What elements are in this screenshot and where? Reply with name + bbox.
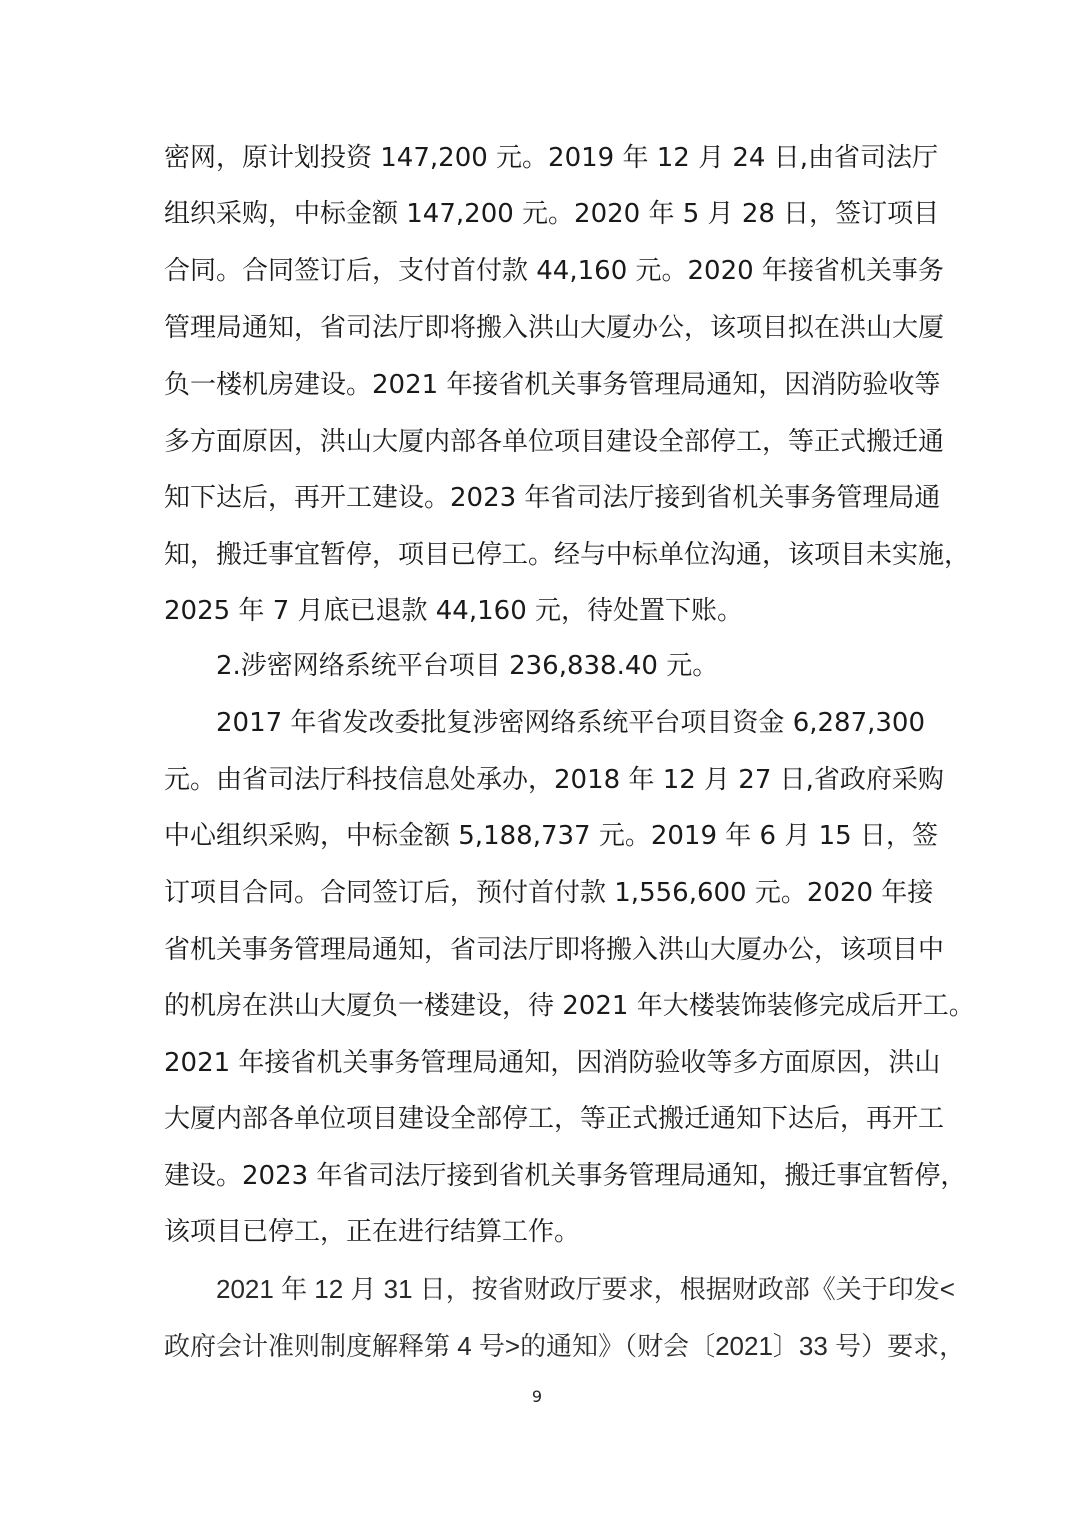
text-line: 组织采购，中标金额 147,200 元。2020 年 5 月 28 日，签订项目 [164, 199, 940, 229]
page-number: 9 [531, 1387, 543, 1406]
text-line: 知下达后，再开工建设。2023 年省司法厅接到省机关事务管理局通 [164, 483, 941, 513]
text-line: 中心组织采购，中标金额 5,188,737 元。2019 年 6 月 15 日，签 [164, 821, 938, 851]
text-line: 2025 年 7 月底已退款 44,160 元，待处置下账。 [164, 596, 744, 626]
text-line: 负一楼机房建设。2021 年接省机关事务管理局通知，因消防验收等 [164, 370, 941, 400]
section-heading: 2.涉密网络系统平台项目 236,838.40 元。 [216, 651, 719, 681]
text-line: 密网，原计划投资 147,200 元。2019 年 12 月 24 日,由省司法厅 [164, 143, 938, 173]
paragraph-first-line: 2017 年省发改委批复涉密网络系统平台项目资金 6,287,300 [216, 708, 926, 738]
text-line: 建设。2023 年省司法厅接到省机关事务管理局通知，搬迁事宜暂停， [164, 1161, 967, 1191]
text-line: 订项目合同。合同签订后，预付首付款 1,556,600 元。2020 年接 [164, 878, 934, 908]
text-line: 管理局通知，省司法厅即将搬入洪山大厦办公，该项目拟在洪山大厦 [164, 313, 945, 343]
text-line: 省机关事务管理局通知，省司法厅即将搬入洪山大厦办公，该项目中 [164, 935, 945, 965]
text-line: 合同。合同签订后，支付首付款 44,160 元。2020 年接省机关事务 [164, 256, 944, 286]
text-line: 元。由省司法厅科技信息处承办，2018 年 12 月 27 日,省政府采购 [164, 765, 944, 795]
text-line: 大厦内部各单位项目建设全部停工，等正式搬迁通知下达后，再开工 [164, 1104, 945, 1134]
text-line: 知，搬迁事宜暂停，项目已停工。经与中标单位沟通，该项目未实施， [164, 540, 971, 570]
text-line: 2021 年接省机关事务管理局通知，因消防验收等多方面原因，洪山 [164, 1048, 941, 1078]
text-line: 该项目已停工，正在进行结算工作。 [164, 1217, 581, 1247]
text-line: 多方面原因，洪山大厦内部各单位项目建设全部停工，等正式搬迁通 [164, 427, 945, 457]
text-line: 的机房在洪山大厦负一楼建设，待 2021 年大楼装饰装修完成后开工。 [164, 991, 975, 1021]
text-line: 政府会计准则制度解释第 4 号>的通知》（财会〔2021〕33 号）要求， [164, 1331, 966, 1361]
paragraph-first-line: 2021 年 12 月 31 日，按省财政厅要求，根据财政部《关于印发< [216, 1274, 955, 1304]
